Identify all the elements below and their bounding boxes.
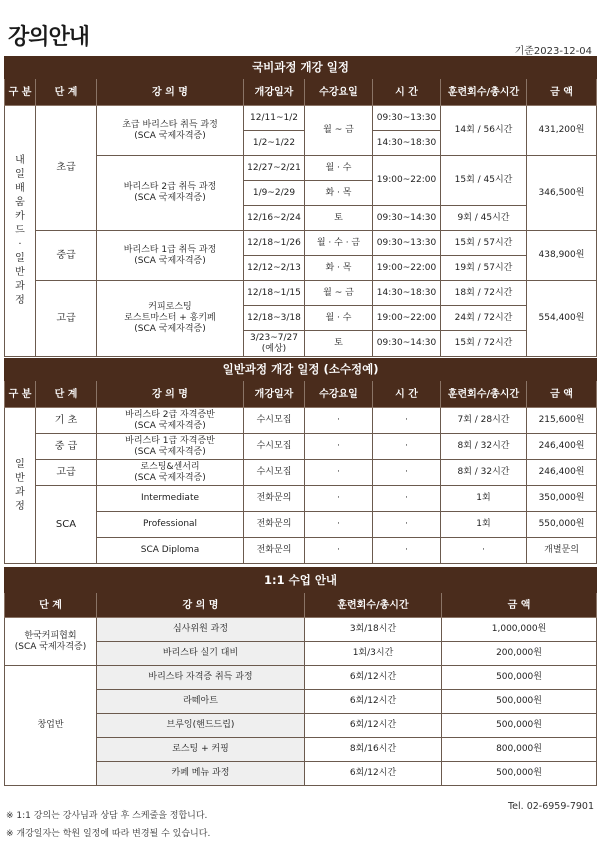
price: 346,500원: [527, 156, 597, 231]
start-date: 12/18~3/18: [244, 306, 305, 331]
class-days: ·: [305, 486, 373, 512]
header-cell: 훈련회수/총시간: [441, 381, 527, 408]
course-name: SCA Diploma: [97, 538, 244, 564]
general-course-table: [4, 358, 597, 564]
price: 개별문의: [527, 538, 597, 564]
sessions: 1회: [441, 486, 527, 512]
header-cell: 강 의 명: [97, 593, 305, 618]
price: 500,000원: [442, 666, 597, 690]
level-cell: 중 급: [36, 434, 97, 460]
national-course-table: [4, 56, 597, 357]
class-days: ·: [305, 434, 373, 460]
header-cell: 시 간: [373, 381, 441, 408]
sessions: 19회 / 57시간: [441, 256, 527, 281]
sessions: 6회/12시간: [305, 666, 442, 690]
sessions: 15회 / 57시간: [441, 231, 527, 256]
course-name: 커피로스팅 로스트마스터 + 홍키페 (SCA 국제자격증): [97, 281, 244, 357]
header-cell: 금 액: [527, 79, 597, 106]
course-name: 카페 메뉴 과정: [97, 762, 305, 786]
sessions: 8회 / 32시간: [441, 460, 527, 486]
reference-date: 기준2023-12-04: [514, 46, 592, 57]
header-cell: 훈련회수/총시간: [305, 593, 442, 618]
price: 246,400원: [527, 434, 597, 460]
start-date: 12/16~2/24: [244, 206, 305, 231]
header-cell: 개강일자: [244, 79, 305, 106]
class-days: 월 ~ 금: [305, 281, 373, 306]
class-time: 14:30~18:30: [373, 131, 441, 156]
start-date: 12/11~1/2: [244, 106, 305, 131]
start-date: 12/12~2/13: [244, 256, 305, 281]
course-name: 바리스타 2급 취득 과정 (SCA 국제자격증): [97, 156, 244, 231]
class-days: ·: [305, 460, 373, 486]
sessions: ·: [441, 538, 527, 564]
sessions: 6회/12시간: [305, 714, 442, 738]
phone-number: Tel. 02-6959-7901: [507, 801, 594, 812]
level-cell: 고급: [36, 281, 97, 357]
start-date: 12/27~2/21: [244, 156, 305, 181]
table-band-title: 1:1 수업 안내: [5, 568, 597, 593]
class-days: ·: [305, 538, 373, 564]
class-days: ·: [305, 408, 373, 434]
category-cell: 일반과정: [5, 408, 36, 564]
class-days: 화 · 목: [305, 256, 373, 281]
class-days: 월 ~ 금: [305, 106, 373, 156]
class-time: 19:00~22:00: [373, 156, 441, 206]
price: 246,400원: [527, 460, 597, 486]
level-cell: 중급: [36, 231, 97, 281]
course-name: 바리스타 2급 자격증반 (SCA 국제자격증): [97, 408, 244, 434]
sessions: 15회 / 72시간: [441, 331, 527, 357]
header-cell: 단 계: [5, 593, 97, 618]
price: 438,900원: [527, 231, 597, 281]
course-name: 로스팅&센서리 (SCA 국제자격증): [97, 460, 244, 486]
course-name: 바리스타 1급 취득 과정 (SCA 국제자격증): [97, 231, 244, 281]
sessions: 8회 / 32시간: [441, 434, 527, 460]
level-cell: 기 초: [36, 408, 97, 434]
price: 500,000원: [442, 690, 597, 714]
class-days: 월 · 수 · 금: [305, 231, 373, 256]
price: 800,000원: [442, 738, 597, 762]
sessions: 18회 / 72시간: [441, 281, 527, 306]
page-title: 강의안내: [8, 25, 90, 50]
start-date: 전화문의: [244, 486, 305, 512]
sessions: 14회 / 56시간: [441, 106, 527, 156]
course-name: 바리스타 실기 대비: [97, 642, 305, 666]
start-date: 12/18~1/15: [244, 281, 305, 306]
sessions: 6회/12시간: [305, 762, 442, 786]
class-time: 09:30~14:30: [373, 206, 441, 231]
sessions: 7회 / 28시간: [441, 408, 527, 434]
start-date: 수시모집: [244, 460, 305, 486]
price: 215,600원: [527, 408, 597, 434]
class-time: ·: [373, 512, 441, 538]
table-band-title: 국비과정 개강 일정: [5, 57, 597, 79]
course-name: 초급 바리스타 취득 과정 (SCA 국제자격증): [97, 106, 244, 156]
price: 200,000원: [442, 642, 597, 666]
category-cell: 내일배움카드·일반과정: [5, 106, 36, 357]
footnote: ※ 1:1 강의는 강사님과 상담 후 스케줄을 정합니다.: [6, 811, 208, 821]
course-name: 로스팅 + 커핑: [97, 738, 305, 762]
header-cell: 단 계: [36, 79, 97, 106]
class-time: ·: [373, 408, 441, 434]
class-days: 월 · 수: [305, 306, 373, 331]
course-name: 라떼아트: [97, 690, 305, 714]
header-cell: 수강요일: [305, 79, 373, 106]
footnote: ※ 개강일자는 학원 일정에 따라 변경될 수 있습니다.: [6, 829, 211, 839]
start-date: 수시모집: [244, 408, 305, 434]
sessions: 15회 / 45시간: [441, 156, 527, 206]
level-cell: 고급: [36, 460, 97, 486]
group-cell: 창업반: [5, 666, 97, 786]
start-date: 전화문의: [244, 538, 305, 564]
level-cell: SCA: [36, 486, 97, 564]
class-time: 09:30~14:30: [373, 331, 441, 357]
table-band-title: 일반과정 개강 일정 (소수정예): [5, 359, 597, 381]
class-days: 토: [305, 206, 373, 231]
class-days: ·: [305, 512, 373, 538]
sessions: 1회/3시간: [305, 642, 442, 666]
sessions: 8회/16시간: [305, 738, 442, 762]
header-cell: 강 의 명: [97, 381, 244, 408]
price: 1,000,000원: [442, 618, 597, 642]
sessions: 3회/18시간: [305, 618, 442, 642]
start-date: 1/9~2/29: [244, 181, 305, 206]
start-date: 3/23~7/27 (예상): [244, 331, 305, 357]
group-cell: 한국커피협회 (SCA 국제자격증): [5, 618, 97, 666]
class-time: ·: [373, 486, 441, 512]
start-date: 전화문의: [244, 512, 305, 538]
class-days: 월 · 수: [305, 156, 373, 181]
class-time: ·: [373, 434, 441, 460]
sessions: 24회 / 72시간: [441, 306, 527, 331]
sessions: 9회 / 45시간: [441, 206, 527, 231]
price: 500,000원: [442, 714, 597, 738]
header-cell: 훈련회수/총시간: [441, 79, 527, 106]
price: 500,000원: [442, 762, 597, 786]
course-name: Professional: [97, 512, 244, 538]
class-days: 토: [305, 331, 373, 357]
class-time: ·: [373, 460, 441, 486]
sessions: 1회: [441, 512, 527, 538]
class-time: ·: [373, 538, 441, 564]
header-cell: 단 계: [36, 381, 97, 408]
course-name: 심사위원 과정: [97, 618, 305, 642]
course-name: 바리스타 1급 자격증반 (SCA 국제자격증): [97, 434, 244, 460]
class-time: 09:30~13:30: [373, 231, 441, 256]
price: 550,000원: [527, 512, 597, 538]
header-cell: 개강일자: [244, 381, 305, 408]
header-cell: 시 간: [373, 79, 441, 106]
course-name: Intermediate: [97, 486, 244, 512]
header-cell: 강 의 명: [97, 79, 244, 106]
header-cell: 수강요일: [305, 381, 373, 408]
class-time: 14:30~18:30: [373, 281, 441, 306]
class-time: 19:00~22:00: [373, 256, 441, 281]
price: 554,400원: [527, 281, 597, 357]
class-days: 화 · 목: [305, 181, 373, 206]
start-date: 1/2~1/22: [244, 131, 305, 156]
class-time: 19:00~22:00: [373, 306, 441, 331]
start-date: 12/18~1/26: [244, 231, 305, 256]
header-cell: 금 액: [527, 381, 597, 408]
class-time: 09:30~13:30: [373, 106, 441, 131]
header-cell: 구 분: [5, 381, 36, 408]
course-name: 브루잉(핸드드립): [97, 714, 305, 738]
level-cell: 초급: [36, 106, 97, 231]
header-cell: 금 액: [442, 593, 597, 618]
price: 350,000원: [527, 486, 597, 512]
price: 431,200원: [527, 106, 597, 156]
course-name: 바리스타 자격증 취득 과정: [97, 666, 305, 690]
start-date: 수시모집: [244, 434, 305, 460]
sessions: 6회/12시간: [305, 690, 442, 714]
header-cell: 구 분: [5, 79, 36, 106]
private-lesson-table: [4, 567, 597, 786]
